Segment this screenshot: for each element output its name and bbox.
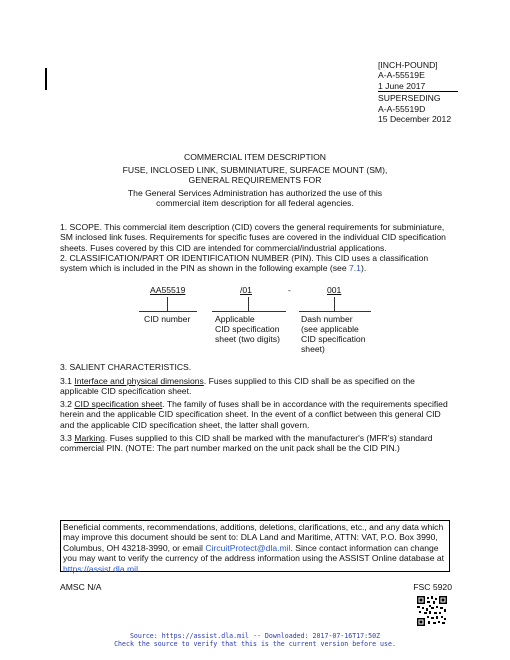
- para-3-1: 3.1 Interface and physical dimensions. Fuses supplied to this CID shall be as specified on the applicable CID specification sheet.: [60, 376, 415, 397]
- authorization-line1: The General Services Administration has authorized the use of this: [127, 188, 383, 198]
- pin-rule-3: [299, 311, 371, 312]
- pin-dash-number: 001: [327, 285, 342, 295]
- para-3-1-title: Interface and physical dimensions: [74, 376, 204, 386]
- verify-line: Check the source to verify that this is the current version before use.: [114, 640, 396, 648]
- pin-label-dash-l2: (see applicable: [301, 324, 359, 334]
- pin-rule-2: [212, 311, 286, 312]
- pin-rule-1: [139, 311, 197, 312]
- superseded-date: 15 December 2012: [378, 114, 452, 125]
- document-id: A-A-55519E: [378, 70, 425, 81]
- section-7-1-link[interactable]: 7.1: [349, 263, 361, 274]
- revision-bar: [45, 68, 47, 90]
- doc-type-title: COMMERCIAL ITEM DESCRIPTION: [184, 152, 326, 162]
- classification-paragraph: 2. CLASSIFICATION/PART OR IDENTIFICATION NUMBER (PIN). This CID uses a classification system which is included in the PIN as shown in the following example (see 7.1).: [60, 253, 429, 274]
- authorization-line2: commercial item description for all federal agencies.: [156, 198, 354, 208]
- pin-label-dash-l4: sheet): [301, 344, 325, 354]
- pin-leader-1: [167, 297, 168, 311]
- item-title-line2: GENERAL REQUIREMENTS FOR: [188, 175, 322, 185]
- para-3-3: 3.3 Marking. Fuses supplied to this CID shall be marked with the manufacturer's (MFR's) standard commercial PIN. (NOTE: The part number marked on the unit pack shall be the CID PIN.): [60, 433, 433, 454]
- item-title-line1: FUSE, INCLOSED LINK, SUBMINIATURE, SURFACE MOUNT (SM),: [122, 165, 388, 175]
- pin-label-dash-l3: CID specification: [301, 334, 366, 344]
- pin-leader-2: [248, 297, 249, 311]
- superseded-id: A-A-55519D: [378, 103, 426, 114]
- pin-label-dash-l1: Dash number: [301, 314, 353, 324]
- para-3-2-title: CID specification sheet: [74, 399, 163, 409]
- pin-label-cid-number: CID number: [144, 314, 191, 324]
- fsc-label: FSC 5920: [413, 582, 452, 592]
- pin-label-spec-l1: Applicable: [215, 314, 255, 324]
- qr-code: [417, 596, 447, 626]
- document-date: 1 June 2017: [378, 81, 458, 92]
- pin-label-spec-l3: sheet (two digits): [215, 334, 280, 344]
- assist-link[interactable]: https://assist.dla.mil: [63, 563, 138, 574]
- email-link[interactable]: CircuitProtect@dla.mil: [205, 542, 291, 553]
- units-label: [INCH-POUND]: [378, 60, 438, 70]
- para-3-3-title: Marking: [74, 433, 105, 443]
- pin-spec-sheet: /01: [240, 285, 252, 295]
- source-line: Source: https://assist.dla.mil -- Downloaded: 2017-07-16T17:50Z: [129, 632, 381, 640]
- pin-dash: -: [288, 285, 291, 295]
- pin-leader-3: [334, 297, 335, 311]
- scope-paragraph: 1. SCOPE. This commercial item description (CID) covers the general requirements for subminiature, SM inclosed link fuses. Requirements for specific fuses are covered in the individual CID specification sheets. Fuses covered by this CID are intended for commercial/industrial applications.: [60, 222, 446, 253]
- comments-box: Beneficial comments, recommendations, additions, deletions, clarifications, etc., and any data which may improve this document should be sent to: DLA Land and Maritime, ATTN: VAT, P.O. Box 3990, Columbus, OH 43218-3990, or email CircuitProtect@dla.mil. Since contact information can change you may want to verify the currency of the address information using the ASSIST Online database at https://assist.dla.mil.: [60, 520, 450, 572]
- superseding-label: SUPERSEDING: [378, 93, 441, 104]
- salient-heading: 3. SALIENT CHARACTERISTICS.: [60, 362, 192, 372]
- document-header: [378, 60, 458, 124]
- pin-cid-number: AA55519: [150, 285, 186, 295]
- amsc-label: AMSC N/A: [60, 582, 102, 592]
- pin-label-spec-l2: CID specification: [215, 324, 280, 334]
- para-3-2: 3.2 CID specification sheet. The family of fuses shall be in accordance with the requirements specified herein and the applicable CID specification sheet. In the event of a conflict between this general CID and the applicable CID specification sheet, the latter shall govern.: [60, 399, 448, 430]
